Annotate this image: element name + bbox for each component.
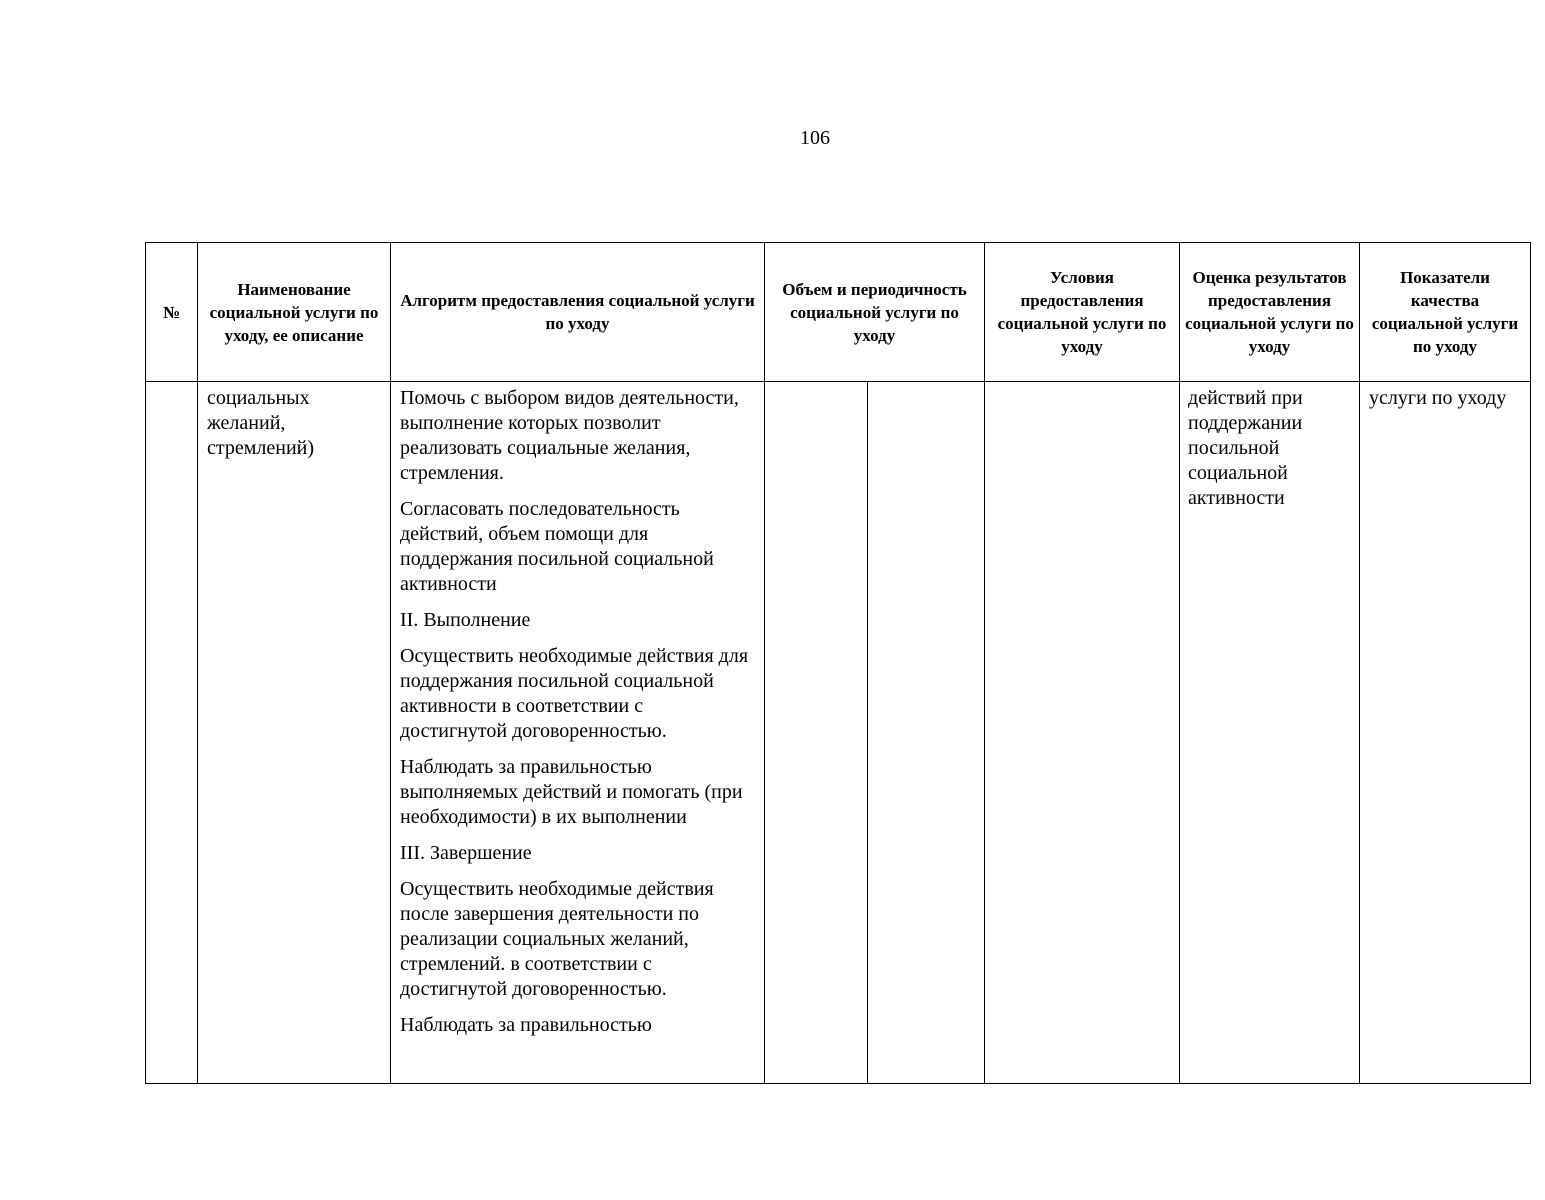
- algorithm-step: Наблюдать за правильностью выполняемых действий и помогать (при необходимости) в их выполнении: [400, 756, 743, 828]
- algorithm-step: Помочь с выбором видов деятельности, выполнение которых позволит реализовать социальные желания, стремления.: [400, 387, 739, 484]
- algorithm-step: Осуществить необходимые действия после завершения деятельности по реализации социальных желаний, стремлений. в соответствии с достигнутой договоренностью.: [400, 878, 714, 1000]
- cell-algorithm: [391, 382, 765, 1084]
- algorithm-step: Осуществить необходимые действия для поддержания посильной социальной активности в соответствии с достигнутой договоренностью.: [400, 645, 749, 742]
- cell-name: социальных желаний, стремлений): [198, 382, 391, 1084]
- service-table-container: [145, 242, 1530, 1084]
- header-algorithm: Алгоритм предоставления социальной услуги по уходу: [391, 243, 765, 382]
- header-num: №: [146, 243, 198, 382]
- header-volume: Объем и периодичность социальной услуги по уходу: [765, 243, 985, 382]
- header-name: Наименование социальной услуги по уходу, ее описание: [198, 243, 391, 382]
- cell-quality: услуги по уходу: [1360, 382, 1531, 1084]
- cell-conditions: [985, 382, 1180, 1084]
- algorithm-section-title: II. Выполнение: [400, 609, 531, 631]
- cell-evaluation: действий при поддержании посильной социальной активности: [1180, 382, 1360, 1084]
- cell-volume: [765, 382, 868, 1084]
- header-conditions: Условия предоставления социальной услуги по уходу: [985, 243, 1180, 382]
- algorithm-section-title: III. Завершение: [400, 842, 532, 864]
- table-header-row: [146, 243, 1531, 382]
- cell-num: [146, 382, 198, 1084]
- algorithm-step: Наблюдать за правильностью: [400, 1014, 652, 1036]
- algorithm-step: Согласовать последовательность действий, объем помощи для поддержания посильной социальной активности: [400, 498, 714, 595]
- cell-periodicity: [868, 382, 985, 1084]
- header-evaluation: Оценка результатов предоставления социальной услуги по уходу: [1180, 243, 1360, 382]
- page-number: 106: [800, 127, 830, 149]
- service-table: [145, 242, 1531, 1084]
- table-row: [146, 382, 1531, 1084]
- header-quality: Показатели качества социальной услуги по уходу: [1360, 243, 1531, 382]
